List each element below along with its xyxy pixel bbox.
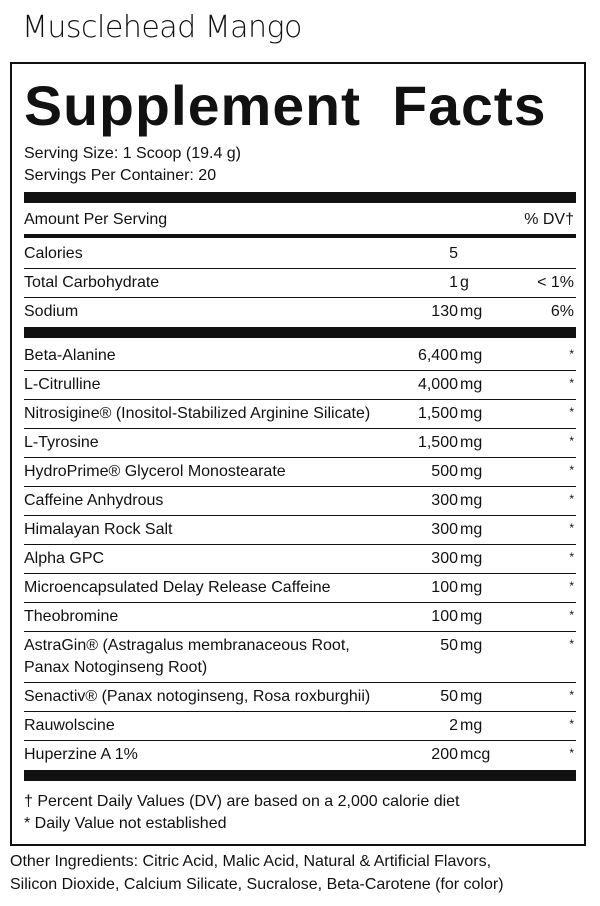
amount-unit: mg bbox=[460, 637, 483, 654]
amount-value: 2 bbox=[449, 717, 458, 734]
daily-value: < 1% bbox=[537, 274, 574, 291]
row-divider bbox=[24, 297, 576, 298]
medium-divider bbox=[24, 234, 576, 238]
daily-value: * bbox=[569, 608, 574, 622]
ingredient-name: HydroPrime® Glycerol Monostearate bbox=[24, 463, 286, 480]
daily-value: * bbox=[569, 550, 574, 564]
amount bbox=[394, 404, 520, 424]
daily-value: * bbox=[569, 347, 574, 361]
amount-value: 300 bbox=[431, 492, 458, 509]
other-ingredients-line: Silicon Dioxide, Calcium Silicate, Sucralose, Beta-Carotene (for color) bbox=[10, 876, 504, 893]
panel-title: Supplement Facts bbox=[24, 74, 547, 137]
amount-header: Amount Per Serving bbox=[24, 211, 168, 228]
row-divider bbox=[24, 268, 576, 269]
daily-value: * bbox=[569, 637, 574, 651]
amount bbox=[394, 716, 520, 736]
amount-value: 1 bbox=[449, 274, 458, 291]
amount bbox=[394, 687, 520, 707]
row-divider bbox=[24, 515, 576, 516]
amount-unit: mg bbox=[460, 376, 483, 393]
amount-value: 5 bbox=[449, 245, 458, 262]
amount bbox=[394, 462, 520, 482]
amount-value: 50 bbox=[440, 637, 458, 654]
amount-value: 100 bbox=[431, 608, 458, 625]
amount bbox=[394, 549, 520, 569]
amount bbox=[394, 346, 520, 366]
row-divider bbox=[24, 399, 576, 400]
amount-unit: mg bbox=[460, 688, 483, 705]
thick-divider bbox=[24, 192, 576, 203]
ingredient-name: Nitrosigine® (Inositol-Stabilized Arginine Silicate) bbox=[24, 405, 371, 422]
daily-value: * bbox=[569, 717, 574, 731]
daily-value: * bbox=[569, 434, 574, 448]
footnote-dv: † Percent Daily Values (DV) are based on a 2,000 calorie diet bbox=[24, 793, 460, 810]
ingredient-name: Microencapsulated Delay Release Caffeine bbox=[24, 579, 331, 596]
amount-value: 50 bbox=[440, 688, 458, 705]
amount bbox=[394, 491, 520, 511]
row-divider bbox=[24, 682, 576, 683]
amount-unit: mg bbox=[460, 717, 483, 734]
amount bbox=[394, 745, 520, 765]
amount bbox=[394, 433, 520, 453]
row-divider bbox=[24, 573, 576, 574]
amount bbox=[394, 273, 520, 293]
amount-unit: mg bbox=[460, 521, 483, 538]
amount bbox=[394, 636, 520, 656]
daily-value: * bbox=[569, 746, 574, 760]
row-divider bbox=[24, 544, 576, 545]
serving-size: Serving Size: 1 Scoop (19.4 g) bbox=[24, 145, 242, 162]
amount-unit: g bbox=[460, 274, 469, 291]
row-divider bbox=[24, 631, 576, 632]
amount-unit: mg bbox=[460, 608, 483, 625]
row-divider bbox=[24, 457, 576, 458]
amount-value: 300 bbox=[431, 521, 458, 538]
amount bbox=[394, 302, 520, 322]
footnote-star: * Daily Value not established bbox=[24, 815, 227, 832]
ingredient-name: Huperzine A 1% bbox=[24, 746, 138, 763]
ingredient-name: L-Citrulline bbox=[24, 376, 101, 393]
daily-value: * bbox=[569, 376, 574, 390]
amount bbox=[394, 607, 520, 627]
ingredient-name-continued: Panax Notoginseng Root) bbox=[24, 659, 208, 676]
supplement-facts-panel bbox=[10, 62, 586, 846]
thick-divider bbox=[24, 770, 576, 781]
ingredient-name: Theobromine bbox=[24, 608, 119, 625]
daily-value: * bbox=[569, 463, 574, 477]
nutrient-name: Calories bbox=[24, 245, 83, 262]
ingredient-name: Caffeine Anhydrous bbox=[24, 492, 164, 509]
amount bbox=[394, 578, 520, 598]
daily-value: * bbox=[569, 688, 574, 702]
row-divider bbox=[24, 370, 576, 371]
daily-value: * bbox=[569, 492, 574, 506]
amount-unit: mg bbox=[460, 492, 483, 509]
thick-divider bbox=[24, 327, 576, 338]
amount-unit bbox=[458, 245, 460, 262]
ingredient-name: Senactiv® (Panax notoginseng, Rosa roxburghii) bbox=[24, 688, 371, 705]
nutrient-name: Total Carbohydrate bbox=[24, 274, 160, 291]
row-divider bbox=[24, 428, 576, 429]
amount-value: 1,500 bbox=[417, 434, 458, 451]
amount-unit: mg bbox=[460, 347, 483, 364]
amount-value: 1,500 bbox=[417, 405, 458, 422]
ingredient-name: L-Tyrosine bbox=[24, 434, 99, 451]
row-divider bbox=[24, 711, 576, 712]
amount-value: 4,000 bbox=[417, 376, 458, 393]
ingredient-name: Beta-Alanine bbox=[24, 347, 116, 364]
amount-unit: mg bbox=[460, 303, 483, 320]
amount-value: 500 bbox=[431, 463, 458, 480]
amount-unit: mg bbox=[460, 579, 483, 596]
amount-value: 6,400 bbox=[417, 347, 458, 364]
amount-unit: mg bbox=[460, 463, 483, 480]
product-name: Musclehead Mango bbox=[22, 10, 302, 45]
servings-per-container: Servings Per Container: 20 bbox=[24, 167, 217, 184]
ingredient-name: Alpha GPC bbox=[24, 550, 105, 567]
row-divider bbox=[24, 486, 576, 487]
dv-header: % DV† bbox=[524, 211, 574, 228]
amount bbox=[394, 244, 520, 264]
row-divider bbox=[24, 602, 576, 603]
amount-unit: mcg bbox=[460, 746, 491, 763]
amount-value: 100 bbox=[431, 579, 458, 596]
amount-unit: mg bbox=[460, 405, 483, 422]
amount-value: 130 bbox=[431, 303, 458, 320]
ingredient-name: Rauwolscine bbox=[24, 717, 115, 734]
amount bbox=[394, 375, 520, 395]
row-divider bbox=[24, 740, 576, 741]
daily-value: 6% bbox=[550, 303, 574, 320]
ingredient-name: AstraGin® (Astragalus membranaceous Root, bbox=[24, 637, 350, 654]
amount bbox=[394, 520, 520, 540]
amount-unit: mg bbox=[460, 550, 483, 567]
other-ingredients bbox=[10, 850, 590, 896]
ingredient-name: Himalayan Rock Salt bbox=[24, 521, 173, 538]
amount-value: 200 bbox=[431, 746, 458, 763]
daily-value: * bbox=[569, 579, 574, 593]
nutrient-name: Sodium bbox=[24, 303, 79, 320]
daily-value: * bbox=[569, 405, 574, 419]
other-ingredients-line: Other Ingredients: Citric Acid, Malic Acid, Natural & Artificial Flavors, bbox=[10, 853, 492, 870]
amount-value: 300 bbox=[431, 550, 458, 567]
daily-value: * bbox=[569, 521, 574, 535]
amount-unit: mg bbox=[460, 434, 483, 451]
